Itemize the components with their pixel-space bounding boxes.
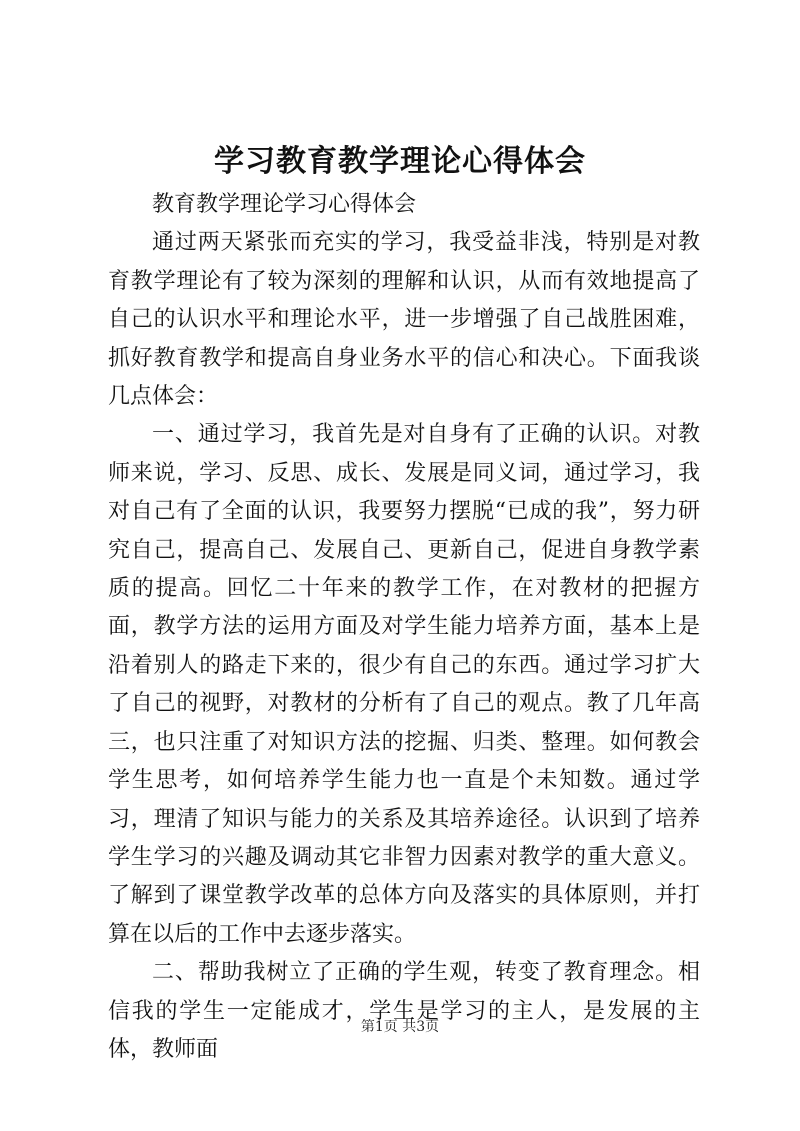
page-number-footer: 第1页 共3页	[360, 1019, 440, 1035]
document-body	[108, 186, 700, 1069]
intro-paragraph: 通过两天紧张而充实的学习，我受益非浅，特别是对教育教学理论有了较为深刻的理解和认识，从而有效地提高了自己的认识水平和理论水平，进一步增强了自己战胜困难，抓好教育教学和提高自身业务水平的信心和决心。下面我谈几点体会：	[108, 230, 700, 410]
subtitle-paragraph: 教育教学理论学习心得体会	[152, 192, 417, 217]
point-two-paragraph: 二、帮助我树立了正确的学生观，转变了教育理念。相信我的学生一定能成才，学生是学习的主人，是发展的主体，教师面	[108, 960, 700, 1062]
document-title: 学习教育教学理论心得体会	[214, 144, 586, 179]
point-one-paragraph: 一、通过学习，我首先是对自身有了正确的认识。对教师来说，学习、反思、成长、发展是同义词，通过学习，我对自己有了全面的认识，我要努力摆脱“已成的我”，努力研究自己，提高自己、发展自己、更新自己，促进自身教学素质的提高。回忆二十年来的教学工作，在对教材的把握方面，教学方法的运用方面及对学生能力培养方面，基本上是沿着别人的路走下来的，很少有自己的东西。通过学习扩大了自己的视野，对教材的分析有了自己的观点。教了几年高三，也只注重了对知识方法的挖掘、归类、整理。如何教会学生思考，如何培养学生能力也一直是个未知数。通过学习，理清了知识与能力的关系及其培养途径。认识到了培养学生学习的兴趣及调动其它非智力因素对教学的重大意义。了解到了课堂教学改革的总体方向及落实的具体原则，并打算在以后的工作中去逐步落实。	[108, 422, 700, 947]
